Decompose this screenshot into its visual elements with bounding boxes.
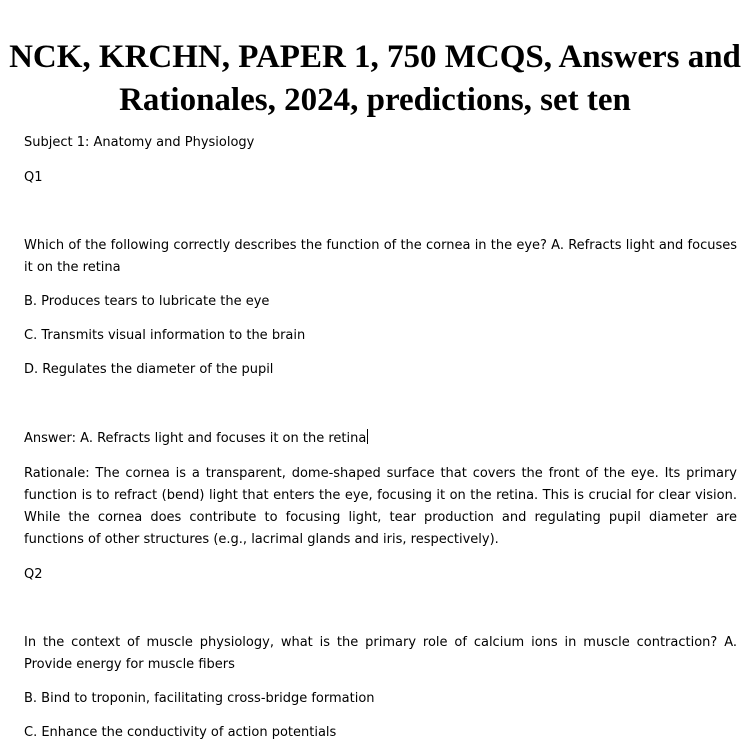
question-stem: Which of the following correctly describes the function of the cornea in the eye? A. Refracts light and focuses it on the retina [24,238,737,275]
question-stem: In the context of muscle physiology, what is the primary role of calcium ions in muscle contraction? A. Provide energy for muscle fibers [24,635,737,672]
answer-option: C. Enhance the conductivity of action potentials [24,725,337,740]
question-number: Q1 [24,170,43,185]
rationale-paragraph: Rationale: The cornea is a transparent, dome-shaped surface that covers the front of the eye. Its primary function is to refract (bend) light that enters the eye, focusing it on the retina. This is crucial for clear vision. While the cornea does contribute to focusing light, tear production and regulating pupil diameter are functions of other structures (e.g., lacrimal glands and iris, respectively). [24,466,737,547]
answer-option: D. Regulates the diameter of the pupil [24,362,274,377]
answer-text: Answer: A. Refracts light and focuses it on the retina [24,431,367,446]
answer-option: B. Produces tears to lubricate the eye [24,294,270,309]
text-cursor [367,429,368,444]
question-number: Q2 [24,567,43,582]
answer-line[interactable] [24,428,737,450]
answer-option: B. Bind to troponin, facilitating cross-bridge formation [24,691,375,706]
subject-heading: Subject 1: Anatomy and Physiology [24,135,255,150]
document-title: NCK, KRCHN, PAPER 1, 750 MCQS, Answers and Rationales, 2024, predictions, set ten [9,39,741,118]
answer-option: C. Transmits visual information to the brain [24,328,306,343]
